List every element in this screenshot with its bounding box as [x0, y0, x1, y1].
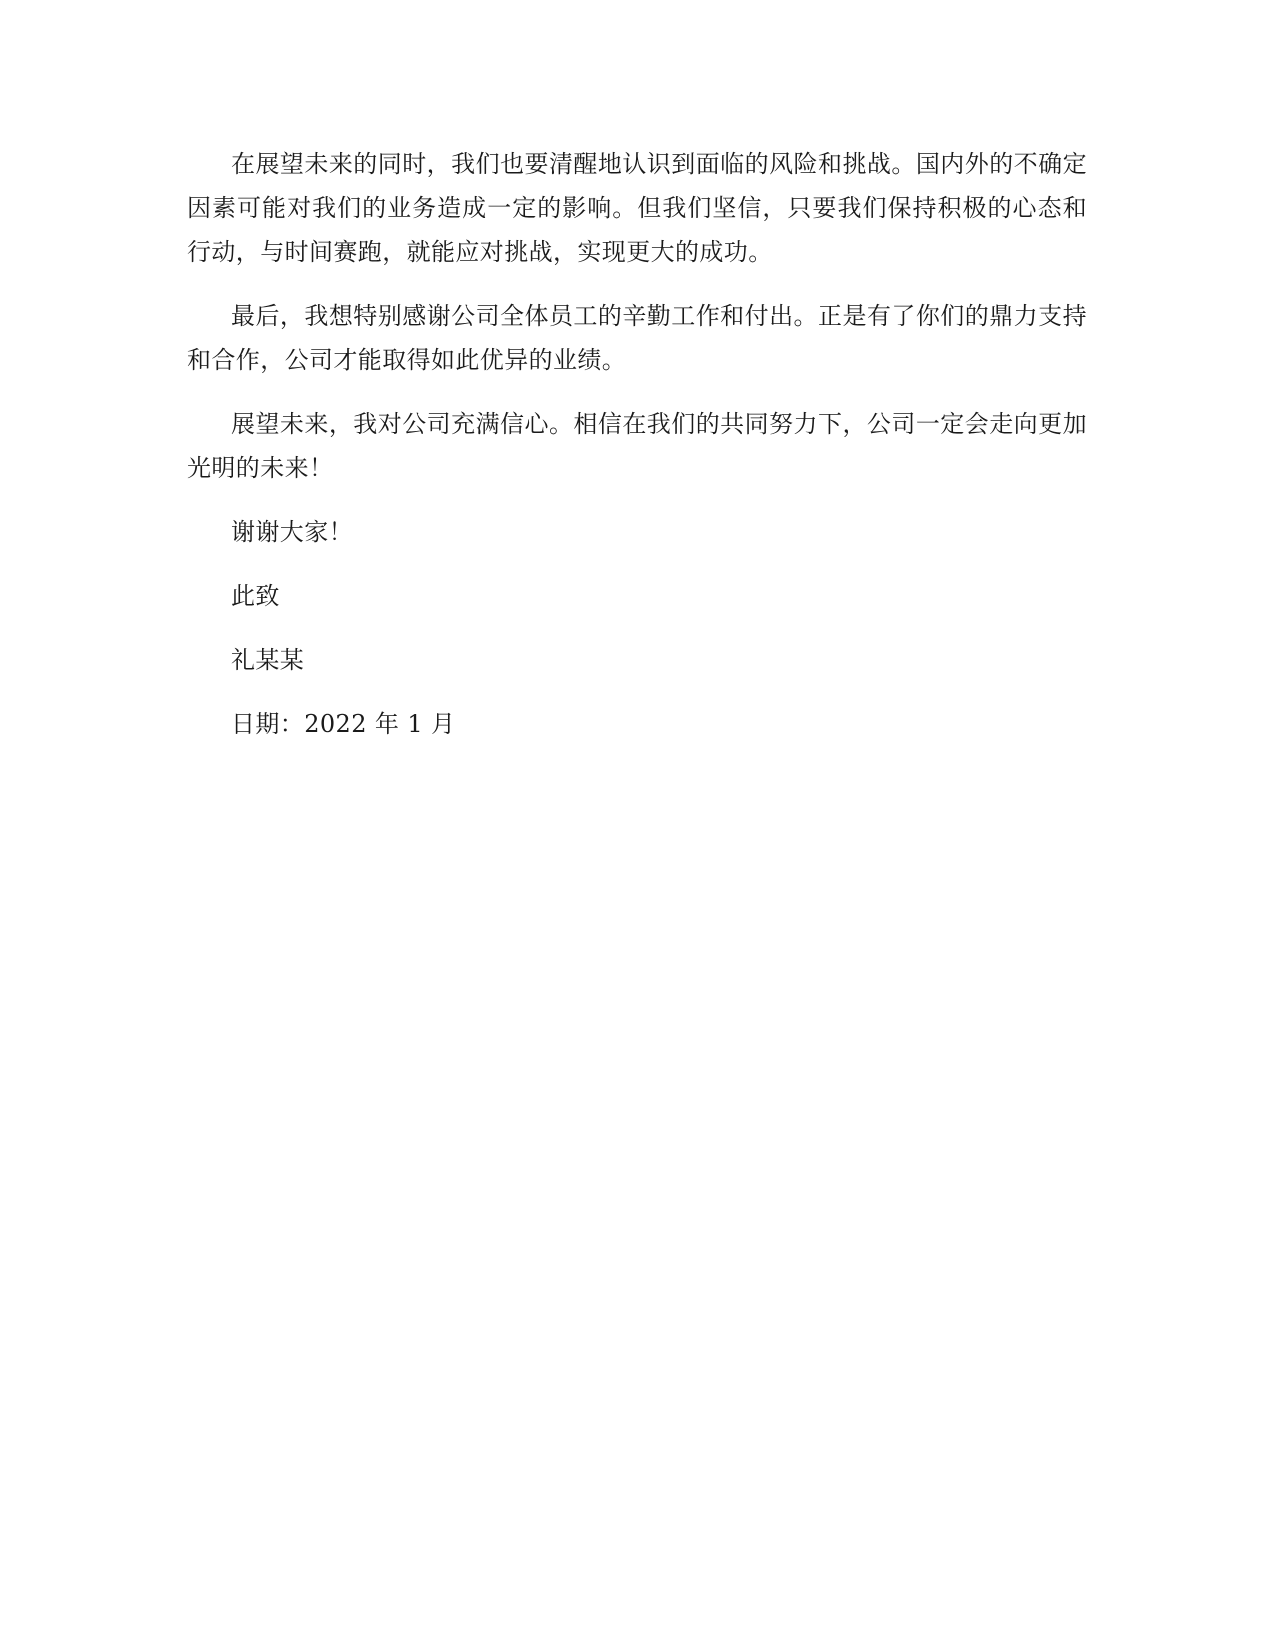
paragraph-thanks-staff: 最后，我想特别感谢公司全体员工的辛勤工作和付出。正是有了你们的鼎力支持和合作，公司才能取得如此优异的业绩。	[187, 302, 1087, 374]
document-page	[187, 142, 1087, 746]
paragraph-outlook: 展望未来，我对公司充满信心。相信在我们的共同努力下，公司一定会走向更加光明的未来！	[187, 410, 1087, 482]
date-line: 日期：2022 年 1 月	[231, 710, 456, 738]
signature: 礼某某	[231, 646, 305, 674]
thanks-line: 谢谢大家！	[231, 518, 353, 546]
paragraph-risks: 在展望未来的同时，我们也要清醒地认识到面临的风险和挑战。国内外的不确定因素可能对我们的业务造成一定的影响。但我们坚信，只要我们保持积极的心态和行动，与时间赛跑，就能应对挑战，实现更大的成功。	[187, 150, 1087, 266]
closing-line: 此致	[231, 582, 280, 610]
